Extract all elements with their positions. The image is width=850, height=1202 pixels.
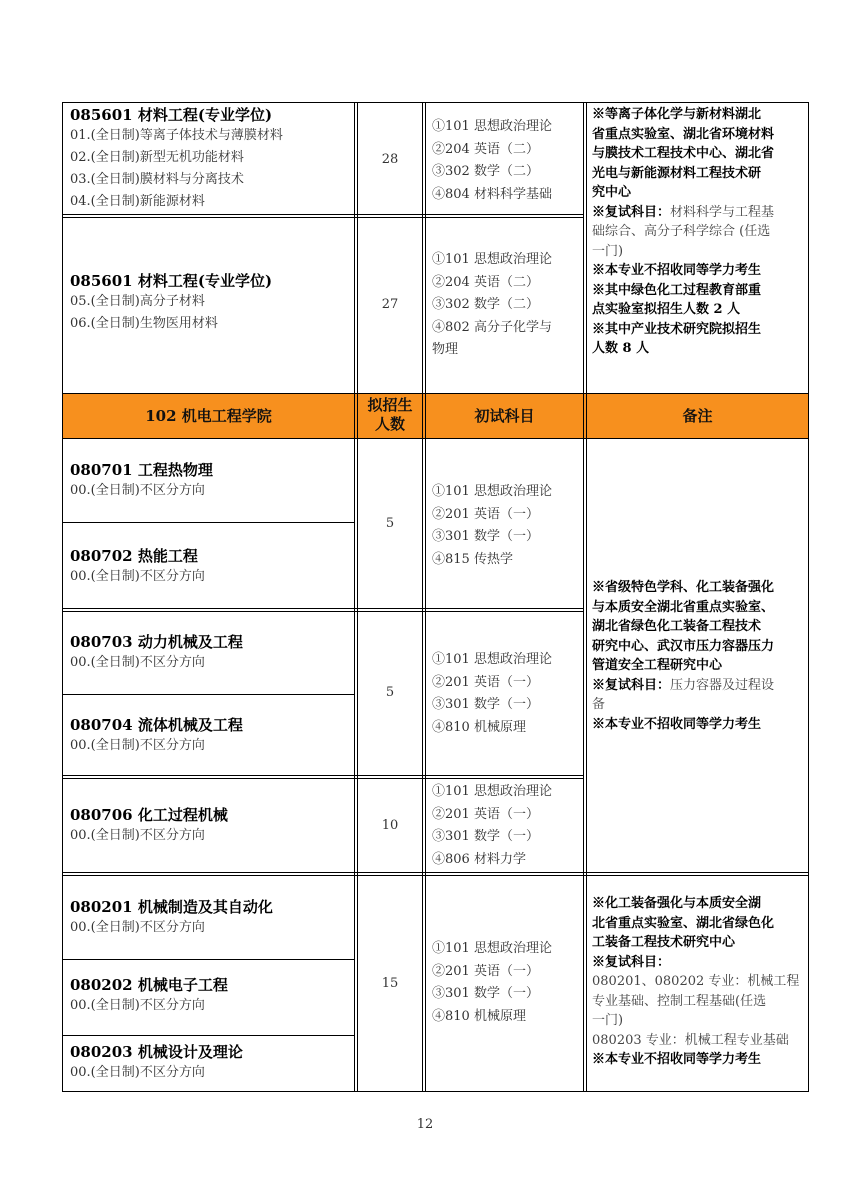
table-border [354, 102, 355, 1092]
table-border [62, 1035, 355, 1036]
remark-text: 材料科学与工程基 [670, 204, 775, 220]
remark-line: ※本专业不招收同等学力考生 [592, 716, 762, 732]
major-cell [70, 461, 350, 502]
subject-item: ③301 数学（一） [432, 697, 539, 712]
remark-line: ※其中绿色化工过程教育部重 [592, 282, 762, 298]
subject-item: ③301 数学（一） [432, 986, 539, 1001]
exam-header: 初试科目 [474, 407, 535, 425]
table-border [425, 102, 426, 1092]
remark-line: 础综合、高分子科学综合 (任选 [592, 224, 771, 239]
subject-item: ④810 机械原理 [432, 719, 526, 735]
direction-item: 04.(全日制)新能源材料 [70, 194, 205, 209]
remark-prefix: ※复试科目： [592, 677, 671, 693]
table-border [62, 438, 809, 439]
remark-line: ※其中产业技术研究院拟招生 [592, 321, 762, 337]
table-border [422, 102, 423, 1092]
remark-line: ※化工装备强化与本质安全湖 [592, 896, 762, 911]
major-cell [70, 976, 350, 1017]
subject-item: ③301 数学（一） [432, 529, 539, 544]
remark-text: 压力容器及过程设 [670, 677, 775, 693]
subject-item: ④815 传热学 [432, 551, 513, 567]
table-border [62, 214, 584, 215]
table-border [357, 102, 358, 1092]
remark-line: ※复试科目： [592, 954, 671, 970]
subject-item: ①101 思想政治理论 [432, 652, 552, 667]
count-header-line: 人数 [374, 415, 405, 433]
subject-item: ②201 英语（一） [432, 806, 539, 822]
major-title: 080702 热能工程 [70, 547, 198, 565]
subject-item: ①101 思想政治理论 [432, 941, 552, 956]
direction-item: 05.(全日制)高分子材料 [70, 294, 205, 309]
direction-item: 00.(全日制)不区分方向 [70, 655, 205, 670]
remark-line: 一门) [592, 243, 624, 259]
remark-line: ※等离子体化学与新材料湖北 [592, 107, 762, 122]
remark-line: 人数 8 人 [592, 341, 650, 356]
subject-item: ④804 材料科学基础 [432, 186, 552, 202]
table-border [62, 102, 809, 103]
remark-line: 点实验室拟招生人数 2 人 [592, 302, 741, 317]
table-border [62, 608, 584, 609]
direction-item: 00.(全日制)不区分方向 [70, 483, 205, 498]
remark-line [592, 203, 806, 223]
enrollment-count: 5 [385, 685, 395, 700]
enrollment-count: 5 [385, 516, 395, 531]
subject-item: ①101 思想政治理论 [432, 784, 552, 799]
exam-subjects [432, 781, 582, 871]
subject-item: ③302 数学（二） [432, 297, 539, 312]
table-border [62, 393, 809, 394]
table-border [62, 611, 584, 612]
table-border [62, 694, 355, 695]
remark-line: 光电与新能源材料工程技术研 [592, 165, 762, 181]
direction-item: 00.(全日制)不区分方向 [70, 920, 205, 935]
count-header-line: 拟招生 [367, 396, 413, 414]
major-title: 085601 材料工程(专业学位) [70, 106, 273, 124]
subject-item: ③301 数学（一） [432, 829, 539, 844]
subject-item: 物理 [432, 342, 459, 357]
remark-line: 工装备工程技术研究中心 [592, 935, 736, 950]
table-border [62, 102, 63, 1092]
remark-line: 与膜技术工程技术中心、湖北省 [592, 146, 775, 161]
subject-item: ④802 高分子化学与 [432, 319, 552, 335]
major-cell [70, 272, 350, 335]
remark-line: 北省重点实验室、湖北省绿色化 [592, 915, 775, 931]
remark-line: 080201、080202 专业：机械工程 [592, 974, 800, 989]
college-name: 102 机电工程学院 [145, 407, 272, 425]
subject-item: ①101 思想政治理论 [432, 484, 552, 499]
remarks-block [592, 105, 806, 359]
major-cell [70, 716, 350, 757]
subject-item: ②204 英语（二） [432, 141, 539, 157]
direction-item: 00.(全日制)不区分方向 [70, 569, 205, 584]
direction-item: 00.(全日制)不区分方向 [70, 1065, 205, 1080]
remark-line: 研究中心、武汉市压力容器压力 [592, 638, 775, 654]
major-title: 080203 机械设计及理论 [70, 1043, 243, 1061]
major-title: 080202 机械电子工程 [70, 976, 228, 994]
subject-item: ①101 思想政治理论 [432, 252, 552, 267]
remark-line: ※本专业不招收同等学力考生 [592, 1052, 762, 1067]
direction-item: 00.(全日制)不区分方向 [70, 998, 205, 1013]
table-border [62, 217, 584, 218]
count-header [358, 396, 422, 434]
table-border [62, 872, 809, 873]
major-cell [70, 1043, 350, 1084]
remark-line: 省重点实验室、湖北省环境材料 [592, 126, 775, 142]
notes-header: 备注 [682, 407, 713, 425]
enrollment-count: 27 [381, 297, 399, 312]
major-cell [70, 547, 350, 588]
remark-line: 与本质安全湖北省重点实验室、 [592, 599, 775, 615]
remark-line: 究中心 [592, 185, 632, 200]
page-number: 12 [416, 1117, 434, 1132]
direction-item: 00.(全日制)不区分方向 [70, 828, 205, 843]
table-border [586, 102, 587, 1092]
subject-item: ④810 机械原理 [432, 1008, 526, 1024]
major-title: 085601 材料工程(专业学位) [70, 272, 273, 290]
exam-subjects [432, 649, 582, 739]
subject-item: ②201 英语（一） [432, 674, 539, 690]
subject-item: ①101 思想政治理论 [432, 119, 552, 134]
table-border [62, 875, 809, 876]
direction-item: 02.(全日制)新型无机功能材料 [70, 150, 244, 165]
major-cell [70, 106, 350, 213]
enrollment-count: 28 [381, 152, 399, 167]
enrollment-count: 15 [381, 976, 399, 991]
table-border [583, 102, 584, 1092]
subject-item: ③302 数学（二） [432, 164, 539, 179]
exam-subjects [432, 481, 582, 571]
subject-item: ②204 英语（二） [432, 274, 539, 290]
exam-subjects [432, 116, 582, 206]
major-cell [70, 806, 350, 847]
remark-line: 备 [592, 697, 606, 712]
table-border [808, 102, 809, 1092]
remark-line: 080203 专业：机械工程专业基础 [592, 1032, 789, 1048]
direction-item: 01.(全日制)等离子体技术与薄膜材料 [70, 128, 283, 143]
exam-subjects [432, 938, 582, 1028]
subject-item: ②201 英语（一） [432, 963, 539, 979]
major-title: 080703 动力机械及工程 [70, 633, 243, 651]
major-cell [70, 898, 350, 939]
table-border [62, 778, 584, 779]
subject-item: ②201 英语（一） [432, 506, 539, 522]
remark-line: ※省级特色学科、化工装备强化 [592, 580, 775, 595]
remark-line: 专业基础、控制工程基础(任选 [592, 993, 767, 1009]
direction-item: 00.(全日制)不区分方向 [70, 738, 205, 753]
major-cell [70, 633, 350, 674]
major-title: 080704 流体机械及工程 [70, 716, 243, 734]
exam-subjects [432, 249, 582, 362]
remark-line [592, 676, 806, 696]
direction-item: 06.(全日制)生物医用材料 [70, 316, 218, 331]
remark-prefix: ※复试科目： [592, 204, 671, 220]
enrollment-count: 10 [381, 818, 399, 833]
remark-line: 一门) [592, 1013, 624, 1028]
table-border [62, 1091, 809, 1092]
remarks-block [592, 894, 806, 1070]
major-title: 080701 工程热物理 [70, 461, 213, 479]
table-border [62, 775, 584, 776]
major-title: 080201 机械制造及其自动化 [70, 898, 273, 916]
remarks-block [592, 578, 806, 734]
table-border [62, 522, 355, 523]
remark-line: 湖北省绿色化工装备工程技术 [592, 619, 762, 634]
remark-line: ※本专业不招收同等学力考生 [592, 263, 762, 278]
subject-item: ④806 材料力学 [432, 851, 526, 867]
remark-line: 管道安全工程研究中心 [592, 658, 723, 673]
major-title: 080706 化工过程机械 [70, 806, 228, 824]
direction-item: 03.(全日制)膜材料与分离技术 [70, 172, 244, 187]
table-border [62, 959, 355, 960]
